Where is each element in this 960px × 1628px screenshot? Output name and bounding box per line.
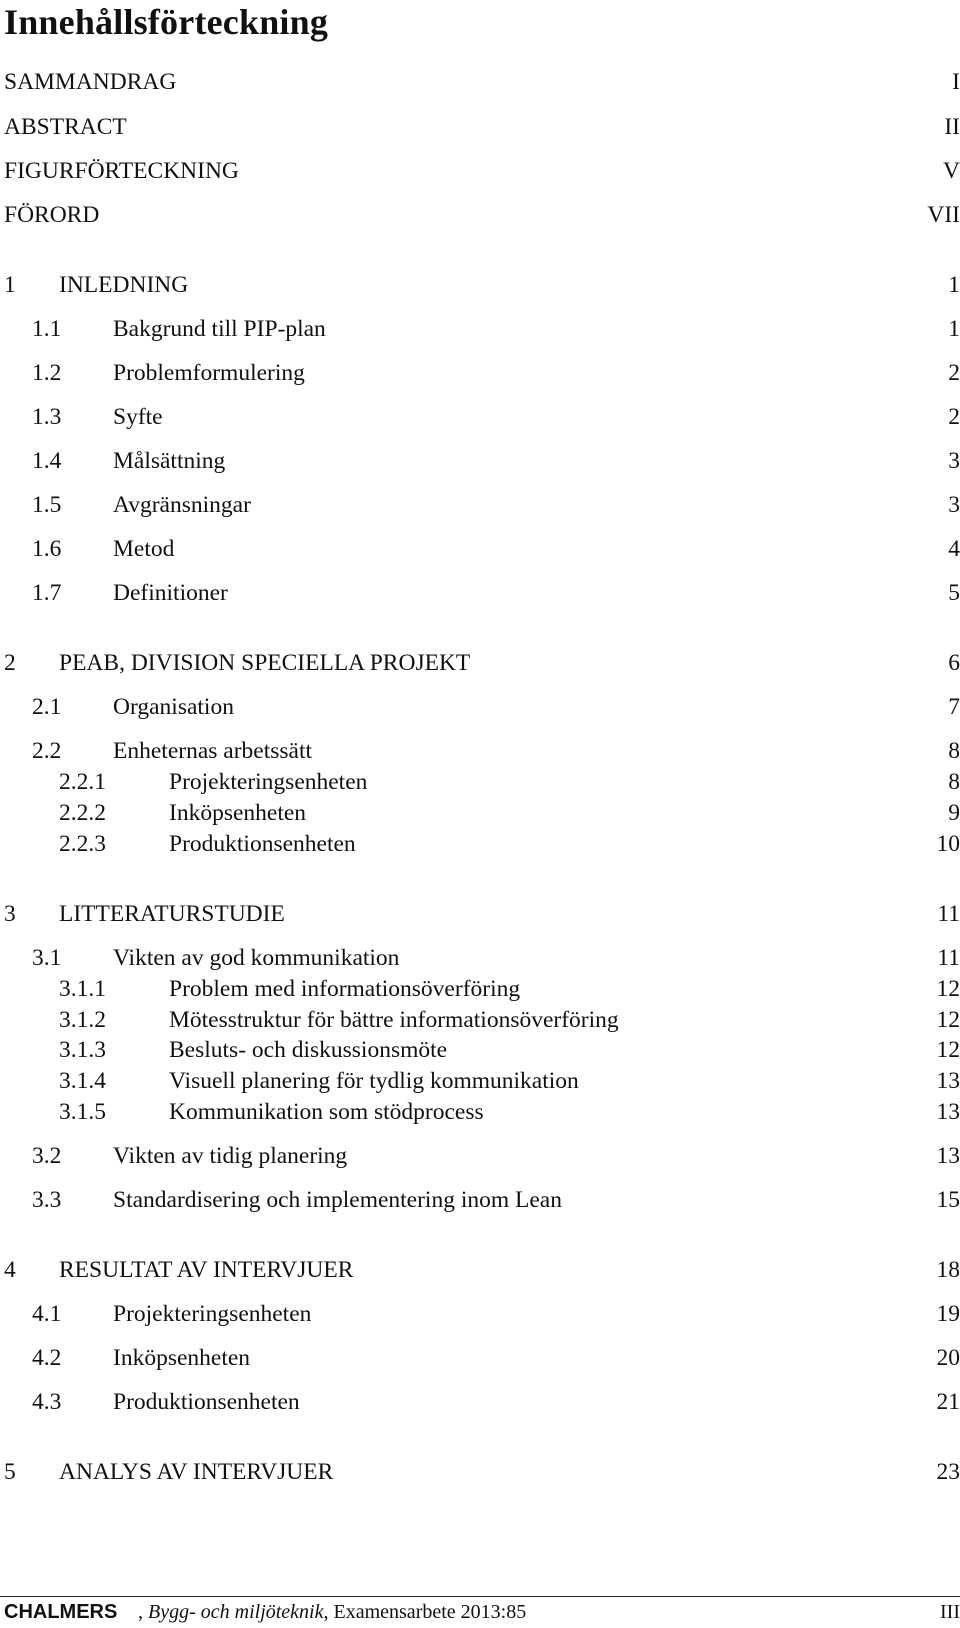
toc-number: 1.1	[32, 316, 62, 342]
toc-number: 2.2	[32, 738, 62, 764]
toc-chapter[interactable]	[0, 899, 960, 929]
toc-number: 3.1.4	[59, 1068, 106, 1094]
footer-divider	[0, 1596, 960, 1597]
toc-entry-page: 12	[936, 1007, 960, 1033]
toc-entry-page: 21	[936, 1389, 960, 1415]
toc-entry[interactable]	[0, 112, 960, 142]
footer-brand: CHALMERS	[4, 1601, 118, 1623]
toc-entry-page: 10	[936, 831, 960, 857]
toc-subsection-label: Mötesstruktur för bättre informationsöverföring	[169, 1007, 619, 1033]
toc-number: 1.3	[32, 404, 62, 430]
toc-chapter-label: INLEDNING	[59, 272, 189, 298]
toc-subsection[interactable]	[0, 829, 960, 859]
page-footer	[0, 1596, 960, 1628]
footer-department: Bygg- och miljöteknik	[148, 1601, 324, 1623]
toc-entry-page: 20	[936, 1345, 960, 1371]
toc-entry-page: 15	[936, 1187, 960, 1213]
toc-entry-page: 18	[936, 1257, 960, 1283]
toc-number: 3.1.3	[59, 1037, 106, 1063]
toc-entry-page: V	[943, 158, 960, 184]
toc-number: 2.2.2	[59, 800, 106, 826]
toc-entry-page: II	[944, 114, 960, 140]
toc-subsection[interactable]	[0, 1035, 960, 1065]
toc-entry-page: 3	[948, 448, 960, 474]
toc-number: 3.1	[32, 945, 62, 971]
toc-section-label: Målsättning	[113, 448, 226, 474]
toc-subsection[interactable]	[0, 1066, 960, 1096]
toc-section[interactable]	[0, 446, 960, 476]
toc-section-label: Organisation	[113, 694, 234, 720]
toc-entry[interactable]	[0, 200, 960, 230]
toc-section-label: Bakgrund till PIP-plan	[113, 316, 326, 342]
toc-number: 3.2	[32, 1143, 62, 1169]
toc-section-label: Projekteringsenheten	[113, 1301, 312, 1327]
toc-subsection[interactable]	[0, 1097, 960, 1127]
toc-section[interactable]	[0, 1387, 960, 1417]
toc-entry-page: 2	[948, 360, 960, 386]
toc-entry-page: 4	[948, 536, 960, 562]
toc-subsection[interactable]	[0, 767, 960, 797]
toc-entry-page: 5	[948, 580, 960, 606]
footer-citation	[138, 1598, 526, 1626]
toc-entry[interactable]	[0, 156, 960, 186]
toc-number: 3.1.1	[59, 976, 106, 1002]
toc-section[interactable]	[0, 534, 960, 564]
toc-number: 2.1	[32, 694, 62, 720]
toc-number: 4.3	[32, 1389, 62, 1415]
toc-number: 3.3	[32, 1187, 62, 1213]
toc-subsection-label: Inköpsenheten	[169, 800, 307, 826]
toc-number: 3.1.5	[59, 1099, 106, 1125]
toc-section[interactable]	[0, 578, 960, 608]
toc-section-label: Problemformulering	[113, 360, 305, 386]
toc-section[interactable]	[0, 402, 960, 432]
toc-entry-page: 6	[948, 650, 960, 676]
toc-section-label: Inköpsenheten	[113, 1345, 251, 1371]
toc-entry-page: 12	[936, 976, 960, 1002]
toc-number: 2.2.1	[59, 769, 106, 795]
footer-separator: ,	[138, 1601, 148, 1623]
toc-chapter[interactable]	[0, 648, 960, 678]
toc-entry-page: 3	[948, 492, 960, 518]
toc-section-label: Syfte	[113, 404, 163, 430]
toc-section[interactable]	[0, 1343, 960, 1373]
toc-section[interactable]	[0, 943, 960, 973]
toc-number: 5	[4, 1459, 16, 1485]
page-title: Innehållsförteckning	[4, 2, 329, 42]
toc-entry-label: SAMMANDRAG	[4, 69, 177, 95]
toc-entry-page: VII	[927, 202, 960, 228]
toc-entry-page: 7	[948, 694, 960, 720]
toc-section-label: Standardisering och implementering inom Lean	[113, 1187, 562, 1213]
toc-number: 1.6	[32, 536, 62, 562]
toc-chapter-label: ANALYS AV INTERVJUER	[59, 1459, 334, 1485]
toc-number: 4	[4, 1257, 16, 1283]
toc-entry-page: 8	[948, 769, 960, 795]
toc-number: 1.5	[32, 492, 62, 518]
toc-entry-page: 11	[937, 945, 960, 971]
toc-subsection-label: Problem med informationsöverföring	[169, 976, 521, 1002]
toc-number: 4.1	[32, 1301, 62, 1327]
toc-entry-page: 13	[936, 1068, 960, 1094]
toc-chapter-label: RESULTAT AV INTERVJUER	[59, 1257, 354, 1283]
footer-page-number: III	[940, 1601, 960, 1623]
toc-entry-page: 11	[937, 901, 960, 927]
toc-entry-page: 9	[948, 800, 960, 826]
toc-section-label: Vikten av god kommunikation	[113, 945, 400, 971]
toc-section[interactable]	[0, 358, 960, 388]
footer-work: , Examensarbete 2013:85	[323, 1601, 527, 1623]
toc-entry-page: 13	[936, 1099, 960, 1125]
toc-number: 3	[4, 901, 16, 927]
toc-entry-label: ABSTRACT	[4, 114, 127, 140]
toc-entry-page: 12	[936, 1037, 960, 1063]
toc-subsection-label: Kommunikation som stödprocess	[169, 1099, 484, 1125]
toc-section-label: Avgränsningar	[113, 492, 251, 518]
toc-section[interactable]	[0, 692, 960, 722]
toc-subsection-label: Projekteringsenheten	[169, 769, 368, 795]
toc-subsection-label: Besluts- och diskussionsmöte	[169, 1037, 448, 1063]
toc-number: 2	[4, 650, 16, 676]
toc-entry[interactable]	[0, 67, 960, 97]
toc-number: 3.1.2	[59, 1007, 106, 1033]
toc-entry-page: 1	[948, 272, 960, 298]
toc-chapter-label: PEAB, DIVISION SPECIELLA PROJEKT	[59, 650, 471, 676]
toc-section[interactable]	[0, 736, 960, 766]
toc-section-label: Enheternas arbetssätt	[113, 738, 313, 764]
toc-section[interactable]	[0, 490, 960, 520]
toc-subsection[interactable]	[0, 1005, 960, 1035]
toc-entry-page: 2	[948, 404, 960, 430]
toc-section[interactable]	[0, 1185, 960, 1215]
toc-chapter[interactable]	[0, 270, 960, 300]
toc-entry-page: 19	[936, 1301, 960, 1327]
toc-entry-page: 23	[936, 1459, 960, 1485]
toc-entry-label: FÖRORD	[4, 202, 100, 228]
toc-section[interactable]	[0, 314, 960, 344]
toc-section[interactable]	[0, 1141, 960, 1171]
toc-section-label: Definitioner	[113, 580, 228, 606]
toc-entry-label: FIGURFÖRTECKNING	[4, 158, 239, 184]
toc-section-label: Metod	[113, 536, 175, 562]
toc-chapter-label: LITTERATURSTUDIE	[59, 901, 285, 927]
toc-number: 1.7	[32, 580, 62, 606]
toc-chapter[interactable]	[0, 1255, 960, 1285]
toc-chapter[interactable]	[0, 1457, 960, 1487]
toc-number: 2.2.3	[59, 831, 106, 857]
toc-entry-page: I	[952, 69, 960, 95]
toc-section-label: Produktionsenheten	[113, 1389, 300, 1415]
toc-number: 4.2	[32, 1345, 62, 1371]
toc-subsection-label: Produktionsenheten	[169, 831, 356, 857]
toc-number: 1.4	[32, 448, 62, 474]
toc-entry-page: 1	[948, 316, 960, 342]
toc-section-label: Vikten av tidig planering	[113, 1143, 348, 1169]
toc-subsection[interactable]	[0, 974, 960, 1004]
toc-entry-page: 8	[948, 738, 960, 764]
toc-subsection-label: Visuell planering för tydlig kommunikation	[169, 1068, 579, 1094]
toc-subsection[interactable]	[0, 798, 960, 828]
toc-number: 1.2	[32, 360, 62, 386]
toc-number: 1	[4, 272, 16, 298]
toc-section[interactable]	[0, 1299, 960, 1329]
toc-entry-page: 13	[936, 1143, 960, 1169]
